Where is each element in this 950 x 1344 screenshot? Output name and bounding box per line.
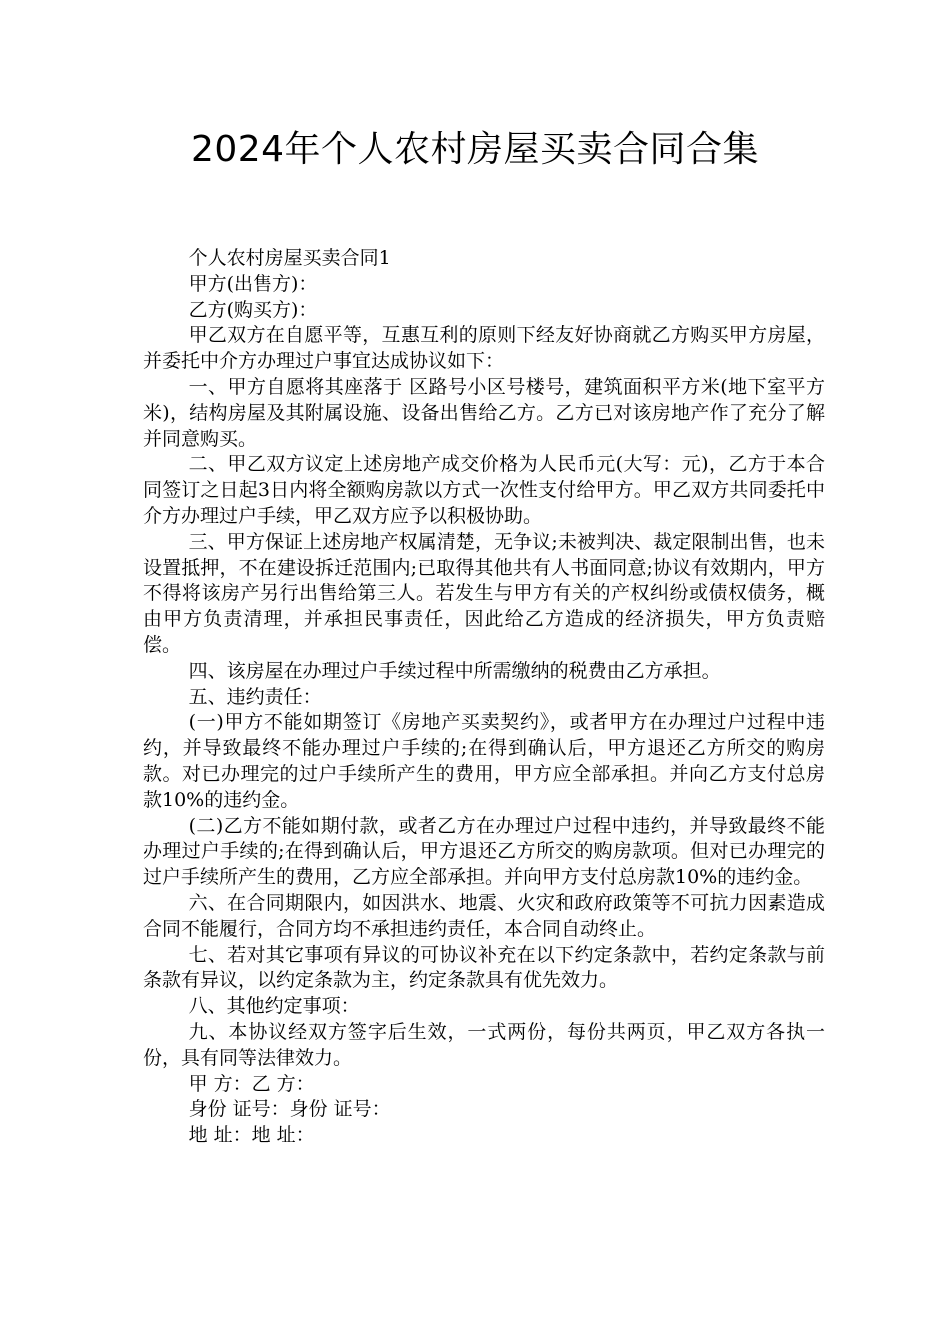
clause-8: 八、其他约定事项： <box>188 995 360 1018</box>
preamble-paragraph: 甲乙双方在自愿平等，互惠互利的原则下经友好协商就乙方购买甲方房屋，并委托中介方办理过户事宜达成协议如下： <box>143 324 825 373</box>
signature-address-line: 地 址：地 址： <box>188 1124 315 1147</box>
contract-body <box>143 246 825 1149</box>
clause-9: 九、本协议经双方签字后生效，一式两份，每份共两页，甲乙双方各执一份，具有同等法律效力。 <box>143 1020 825 1069</box>
signature-party-line: 甲 方：乙 方： <box>188 1072 315 1095</box>
clause-1: 一、甲方自愿将其座落于 区路号小区号楼号，建筑面积平方米(地下室平方米)，结构房屋及其附属设施、设备出售给乙方。乙方已对该房地产作了充分了解并同意购买。 <box>143 375 825 450</box>
clause-3: 三、甲方保证上述房地产权属清楚，无争议;未被判决、裁定限制出售，也未设置抵押，不在建设拆迁范围内;已取得其他共有人书面同意;协议有效期内，甲方不得将该房产另行出售给第三人。若发生与甲方有关的产权纠纷或债权债务，概由甲方负责清理，并承担民事责任，因此给乙方造成的经济损失，甲方负责赔偿。 <box>143 530 825 656</box>
clause-5-item-2: (二)乙方不能如期付款，或者乙方在办理过户过程中违约，并导致最终不能办理过户手续的;在得到确认后，甲方退还乙方所交的购房款项。但对已办理完的过户手续所产生的费用，乙方应全部承担。并向甲方支付总房款10%的违约金。 <box>143 814 825 889</box>
party-b-line: 乙方(购买方)： <box>188 298 318 321</box>
clause-4: 四、该房屋在办理过户手续过程中所需缴纳的税费由乙方承担。 <box>188 659 721 682</box>
clause-5-item-1: (一)甲方不能如期签订《房地产买卖契约》，或者甲方在办理过户过程中违约，并导致最终不能办理过户手续的;在得到确认后，甲方退还乙方所交的购房款。对已办理完的过户手续所产生的费用，甲方应全部承担。并向乙方支付总房款10%的违约金。 <box>143 711 825 811</box>
signature-id-line: 身份 证号：身份 证号： <box>188 1098 391 1121</box>
party-a-line: 甲方(出售方)： <box>188 272 318 295</box>
document-title: 2024年个人农村房屋买卖合同合集 <box>190 129 760 170</box>
clause-5-heading: 五、违约责任： <box>188 685 322 708</box>
clause-7: 七、若对其它事项有异议的可协议补充在以下约定条款中，若约定条款与前条款有异议，以约定条款为主，约定条款具有优先效力。 <box>143 943 825 992</box>
clause-2: 二、甲乙双方议定上述房地产成交价格为人民币元(大写：元)，乙方于本合同签订之日起3日内将全额购房款以方式一次性支付给甲方。甲乙双方共同委托中介方办理过户手续，甲乙双方应予以积极协助。 <box>143 453 825 527</box>
contract-heading: 个人农村房屋买卖合同1 <box>188 247 391 269</box>
clause-6: 六、在合同期限内，如因洪水、地震、火灾和政府政策等不可抗力因素造成合同不能履行，合同方均不承担违约责任，本合同自动终止。 <box>143 891 825 940</box>
